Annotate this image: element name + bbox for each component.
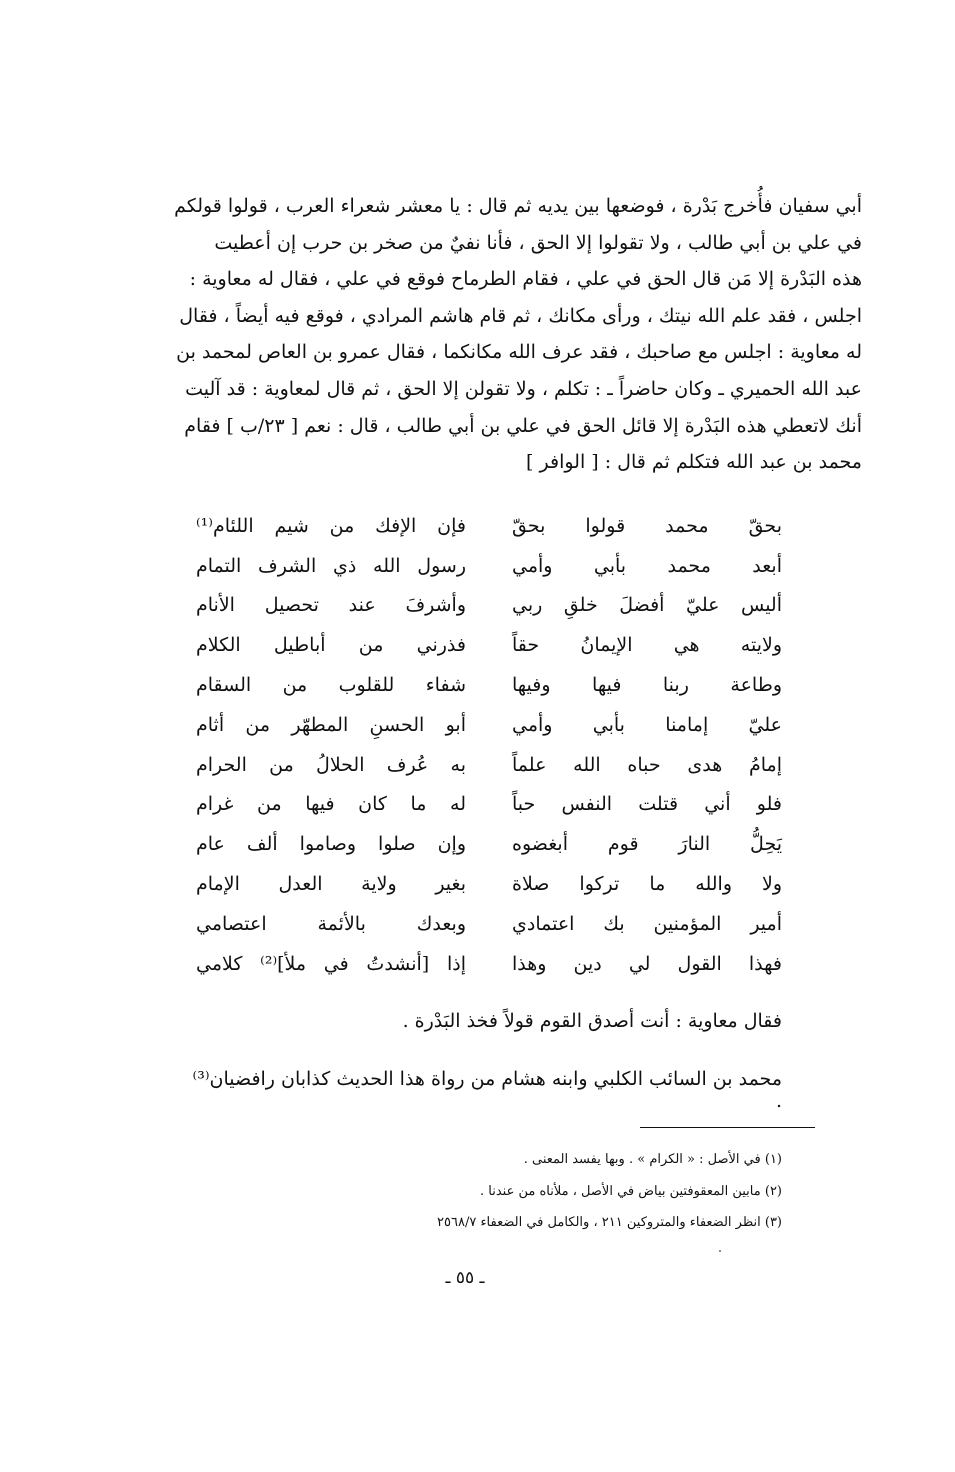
prose-line: في علي بن أبي طالب ، ولا تقولوا إلا الحق ، فأنا نفيٌ من صخر بن حرب إن أعطيت (214, 231, 862, 254)
poem-couplet (196, 785, 782, 825)
poem-hemistich-first: أليس عليّ أفضلَ خلقِ ربي (512, 594, 782, 617)
poem-couplet (196, 506, 782, 546)
poem-hemistich-second: شفاء للقلوب من السقام (196, 674, 466, 697)
narrator-note: محمد بن السائب الكلبي وابنه هشام من رواة هذا الحديث كذابان رافضيان⁽³⁾ . (192, 1068, 782, 1112)
poem-hemistich-first: فهذا القول لي دين وهذا (512, 952, 782, 975)
prose-line: أبي سفيان فأُخرج بَدْرة ، فوضعها بين يديه ثم قال : يا معشر شعراء العرب ، قولوا قولكم (174, 195, 862, 217)
poem-hemistich-first: إمامُ هدى حباه الله علماً (512, 753, 782, 776)
poem-hemistich-second: به عُرف الحلالُ من الحرام (196, 753, 466, 776)
poem-couplet (196, 745, 782, 785)
poem-hemistich-second: وبعدك بالأئمة اعتصامي (196, 912, 466, 935)
poem-hemistich-second: فذرني من أباطيل الكلام (196, 634, 466, 657)
prose-paragraph (140, 188, 862, 481)
prose-line: عبد الله الحميري ـ وكان حاضراً ـ : تكلم ، ولا تقولن إلا الحق ، ثم قال لمعاوية : قد آليت (185, 377, 862, 400)
poem-couplet (196, 944, 782, 984)
poem-couplet (196, 625, 782, 665)
poem-hemistich-second: وإن صلوا وصاموا ألف عام (196, 833, 466, 856)
poem-hemistich-second: بغير ولاية العدل الإمام (196, 873, 466, 896)
poem-hemistich-first: ولايته هي الإيمانُ حقاً (512, 634, 782, 657)
scan-speck (719, 1250, 721, 1252)
poem-hemistich-first: أبعد محمد بأبي وأمي (512, 554, 782, 577)
prose-line: أنك لاتعطي هذه البَدْرة إلا قائل الحق في علي بن أبي طالب ، قال : نعم [ ٢٣/ب ] فقام (184, 414, 862, 437)
poem-hemistich-second: إذا [أنشدتُ في ملأ]⁽²⁾ كلامي (196, 952, 466, 975)
poem-couplet (196, 705, 782, 745)
poem-hemistich-second: رسول الله ذي الشرف التمام (196, 554, 466, 577)
prose-line: هذه البَدْرة إلا مَن قال الحق في علي ، فقام الطرماح فوقع في علي ، فقال له معاوية : (189, 268, 862, 291)
poem-hemistich-first: بحقّ محمد قولوا بحقّ (512, 514, 782, 537)
poem-hemistich-first: فلو أني قتلت النفس حباً (512, 793, 782, 816)
poem-couplet (196, 586, 782, 626)
prose-line: محمد بن عبد الله فتكلم ثم قال : [ الوافر ] (526, 451, 862, 474)
poem (196, 506, 782, 984)
poem-hemistich-first: يَحِلُّ النارَ قوم أبغضوه (512, 833, 782, 856)
poem-hemistich-first: ولا والله ما تركوا صلاة (512, 873, 782, 896)
poem-hemistich-second: له ما كان فيها من غرام (196, 793, 466, 816)
footnote-separator (640, 1127, 815, 1128)
footnote: (١) في الأصل : « الكرام » . وبها يفسد المعنى . (523, 1152, 782, 1167)
poem-hemistich-first: عليّ إمامنا بأبي وأمي (512, 713, 782, 736)
poem-couplet (196, 864, 782, 904)
footnote: (٢) مابين المعقوفتين بياض في الأصل ، ملأناه من عندنا . (480, 1184, 782, 1199)
poem-couplet (196, 904, 782, 944)
prose-line: له معاوية : اجلس مع صاحبك ، فقد عرف الله مكانكما ، فقال عمرو بن العاص لمحمد بن (176, 341, 862, 364)
prose-line: اجلس ، فقد علم الله نيتك ، ورأى مكانك ، ثم قام هاشم المرادي ، فوقع فيه أيضاً ، فقال (179, 304, 862, 327)
poem-hemistich-first: أمير المؤمنين بك اعتمادي (512, 912, 782, 935)
closing-line: فقال معاوية : أنت أصدق القوم قولاً فخذ البَدْرة . (402, 1010, 782, 1032)
poem-couplet (196, 665, 782, 705)
poem-couplet (196, 546, 782, 586)
poem-hemistich-second: فإن الإفك من شيم اللئام⁽¹⁾ (196, 514, 466, 537)
page-number: ـ ٥٥ ـ (445, 1268, 485, 1288)
poem-hemistich-second: وأشرفَ عند تحصيل الأنام (196, 594, 466, 617)
poem-couplet (196, 824, 782, 864)
poem-hemistich-second: أبو الحسنِ المطهّر من أثام (196, 713, 466, 736)
poem-hemistich-first: وطاعة ربنا فيها وفيها (512, 674, 782, 697)
footnote: (٣) انظر الضعفاء والمتروكين ٢١١ ، والكامل في الضعفاء ٢٥٦٨/٧ (437, 1215, 782, 1230)
